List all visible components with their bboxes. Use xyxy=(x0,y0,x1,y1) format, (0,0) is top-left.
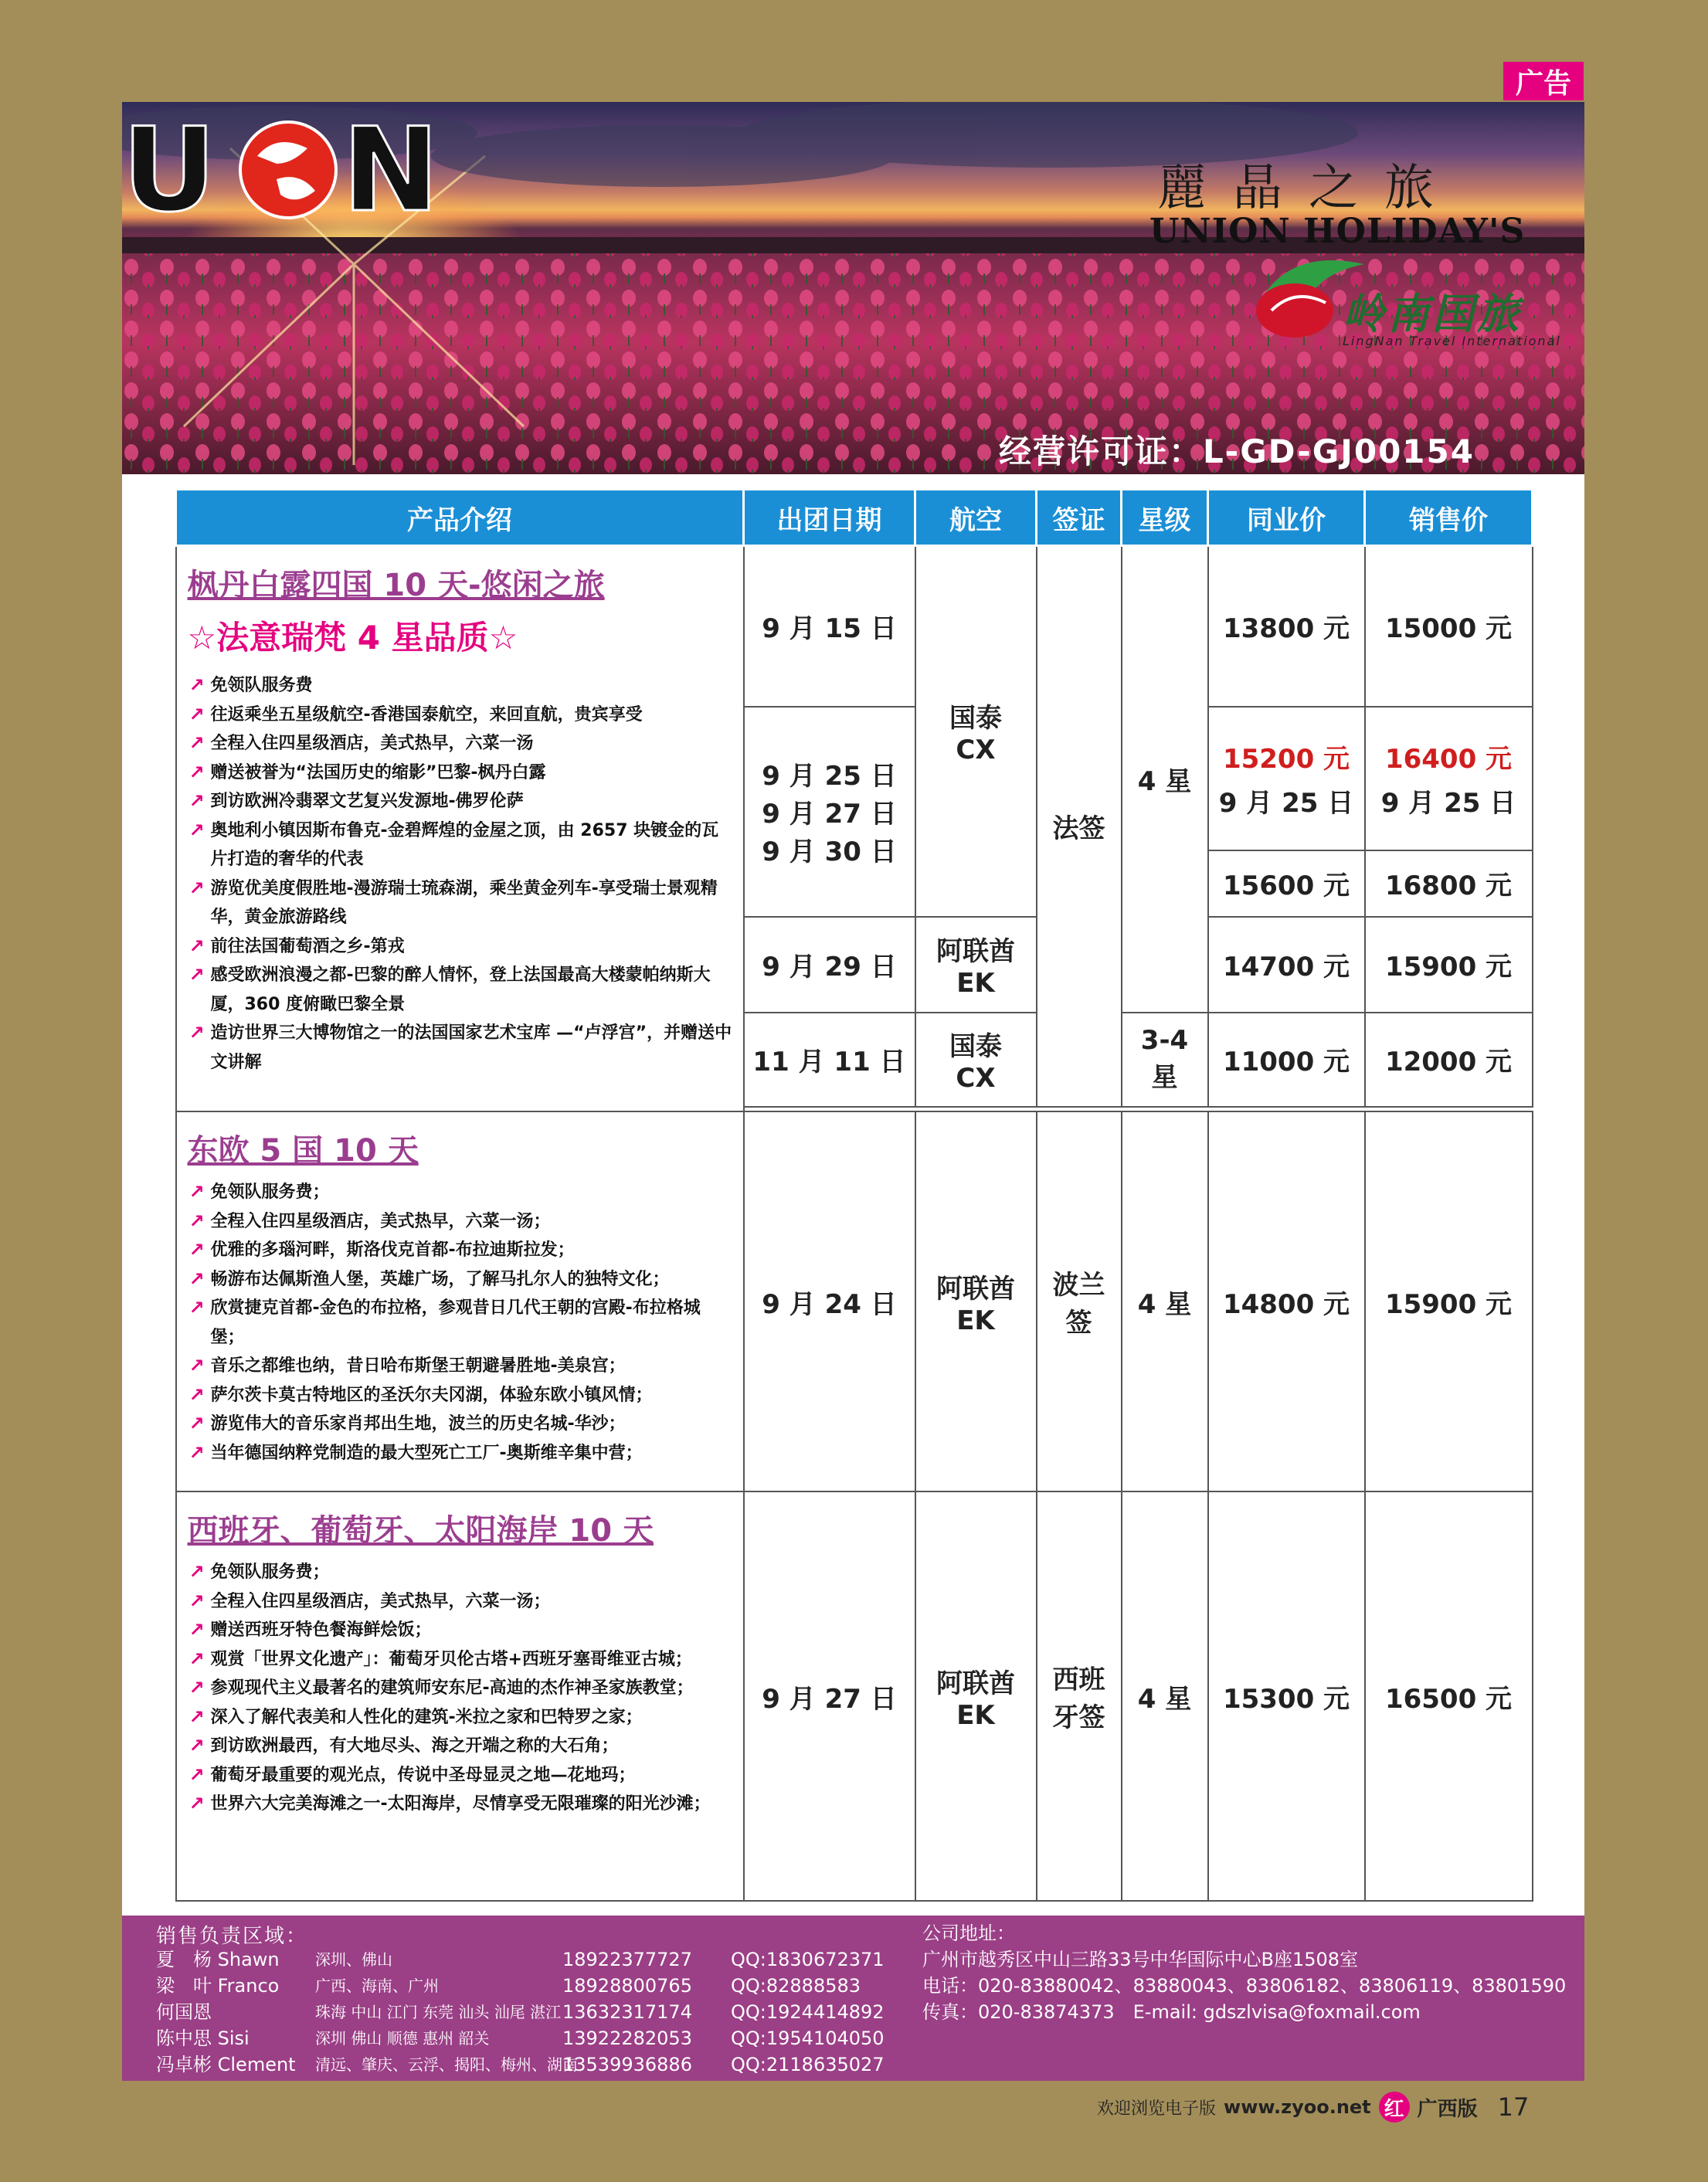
telephone: 电话：020-83880042、83880043、83806182、83806119、83801590 xyxy=(922,1975,1567,1997)
red-edition-icon: 红 xyxy=(1379,2092,1410,2123)
header-airline: 航空 xyxy=(915,490,1037,546)
star: 3-4 xyxy=(1140,1025,1189,1056)
tour1-sale-2 xyxy=(1365,707,1533,850)
list-item: ↗ 造访世界三大博物馆之一的法国国家艺术宝库 —“卢浮宫”，并赠送中文讲解 xyxy=(188,1019,732,1077)
header-star: 星级 xyxy=(1122,490,1208,546)
contact-phones xyxy=(562,1946,692,2078)
table-row xyxy=(176,546,1533,707)
contact-qq: QQ:1924414892 xyxy=(731,2001,885,2023)
contact-qq: QQ:1954104050 xyxy=(731,2028,885,2049)
header-sale-price: 销售价 xyxy=(1365,490,1533,546)
tour1-sale-5: 12000 元 xyxy=(1365,1013,1533,1107)
page-footer xyxy=(1097,2089,1560,2125)
list-item: ↗ 观赏「世界文化遗产」：葡萄牙贝伦古塔+西班牙塞哥维亚古城； xyxy=(188,1645,732,1675)
tour1-date-3: 9 月 29 日 xyxy=(744,917,915,1013)
page xyxy=(122,102,1584,2081)
footer-edition: 广西版 xyxy=(1417,2097,1478,2121)
tour1-star-2 xyxy=(1122,1013,1208,1107)
visa: 西班 xyxy=(1052,1664,1105,1695)
list-item: ↗ 全程入住四星级酒店，美式热早，六菜一汤； xyxy=(188,1587,732,1617)
contact-phone: 13539936886 xyxy=(562,2054,692,2075)
fax-email: 传真：020-83874373 E-mail: gdszlvisa@foxmail.com xyxy=(922,2001,1421,2023)
tour1-trade-1: 13800 元 xyxy=(1208,546,1365,707)
date: 9 月 30 日 xyxy=(762,836,897,867)
svg-text:U: U xyxy=(122,104,216,226)
list-item: ↗ 游览优美度假胜地-漫游瑞士琉森湖，乘坐黄金列车-享受瑞士景观精华，黄金旅游路线 xyxy=(188,874,732,932)
table-row xyxy=(176,1111,1533,1491)
contact-area: 广西、海南、广州 xyxy=(315,1977,439,1995)
contact-qqs xyxy=(731,1946,885,2078)
footer-site-link[interactable]: www.zyoo.net xyxy=(1224,2096,1371,2118)
contact-area: 深圳、佛山 xyxy=(315,1950,392,1969)
table-row xyxy=(176,1491,1533,1901)
tour2-points xyxy=(188,1178,732,1468)
contact-name: 夏 杨 Shawn xyxy=(156,1949,280,1970)
banner xyxy=(122,102,1584,474)
tour3-airline xyxy=(915,1491,1037,1901)
airline-code: EK xyxy=(956,1699,995,1731)
tour2-date: 9 月 24 日 xyxy=(744,1111,915,1491)
date: 9 月 25 日 xyxy=(762,761,897,792)
contact-panel xyxy=(122,1916,1584,2081)
tour1-star: 4 星 xyxy=(1122,546,1208,1013)
contact-area: 清远、肇庆、云浮、揭阳、梅州、湖南 xyxy=(315,2055,578,2074)
tour1-visa: 法签 xyxy=(1037,546,1122,1107)
footer-welcome: 欢迎浏览电子版 xyxy=(1097,2099,1217,2119)
tour1-trade-4: 14700 元 xyxy=(1208,917,1365,1013)
tour1-airline-ek xyxy=(915,917,1037,1013)
tour2-description xyxy=(176,1111,744,1491)
tour2-airline xyxy=(915,1111,1037,1491)
tour1-airline-cx xyxy=(915,546,1037,917)
list-item: ↗ 到访欧洲冷翡翠文艺复兴发源地-佛罗伦萨 xyxy=(188,787,732,816)
tour1-title: 枫丹白露四国 10 天-悠闲之旅 xyxy=(187,568,605,603)
list-item: ↗ 往返乘坐五星级航空-香港国泰航空，来回直航，贵宾享受 xyxy=(188,701,732,730)
tour3-sale: 16500 元 xyxy=(1365,1491,1533,1901)
list-item: ↗ 畅游布达佩斯渔人堡，英雄广场，了解马扎尔人的独特文化； xyxy=(188,1265,732,1295)
price-note: 9 月 25 日 xyxy=(1380,787,1516,819)
tour3-trade: 15300 元 xyxy=(1208,1491,1365,1901)
header-trade-price: 同业价 xyxy=(1208,490,1365,546)
airline-code: CX xyxy=(956,735,996,766)
list-item: ↗ 音乐之都维也纳，昔日哈布斯堡王朝避暑胜地-美泉宫； xyxy=(188,1352,732,1381)
tour3-visa xyxy=(1037,1491,1122,1901)
company-address-block xyxy=(922,1920,1566,2025)
contact-areas xyxy=(315,1946,578,2078)
visa: 牙签 xyxy=(1052,1702,1105,1733)
tour3-date: 9 月 27 日 xyxy=(744,1491,915,1901)
tour1-trade-2 xyxy=(1208,707,1365,850)
tour1-airline-cx-2 xyxy=(915,1013,1037,1107)
list-item: ↗ 奥地利小镇因斯布鲁克-金碧辉煌的金屋之顶，由 2657 块镀金的瓦片打造的奢华的代表 xyxy=(188,816,732,874)
table-header-row xyxy=(176,490,1533,546)
list-item: ↗ 全程入住四星级酒店，美式热早，六菜一汤 xyxy=(188,729,732,758)
tour3-points xyxy=(188,1558,732,1819)
contact-phone: 13632317174 xyxy=(562,2001,692,2023)
tour1-sale-4: 15900 元 xyxy=(1365,917,1533,1013)
tour1-subtitle: ☆法意瑞梵 4 星品质☆ xyxy=(187,619,518,657)
price: 16400 元 xyxy=(1384,743,1513,775)
ad-tag: 广告 xyxy=(1503,62,1584,100)
list-item: ↗ 当年德国纳粹党制造的最大型死亡工厂-奥斯维辛集中营； xyxy=(188,1439,732,1468)
airline-name: 阿联酋 xyxy=(936,936,1015,967)
contact-name: 陈中思 Sisi xyxy=(156,2028,250,2049)
date: 9 月 27 日 xyxy=(762,799,897,830)
tour1-points xyxy=(188,671,732,1077)
list-item: ↗ 免领队服务费； xyxy=(188,1558,732,1587)
airline-code: CX xyxy=(956,1063,996,1094)
tour1-description xyxy=(176,546,744,1112)
contact-qq: QQ:1830672371 xyxy=(731,1949,885,1970)
brand-en: UNION HOLIDAY'S xyxy=(1149,212,1526,251)
header-visa: 签证 xyxy=(1037,490,1122,546)
tour1-date-2 xyxy=(744,707,915,917)
tour1-trade-3: 15600 元 xyxy=(1208,850,1365,917)
contact-area: 深圳 佛山 顺德 惠州 韶关 xyxy=(315,2029,490,2048)
address-label: 公司地址： xyxy=(922,1922,1015,1944)
list-item: ↗ 赠送西班牙特色餐海鲜烩饭； xyxy=(188,1616,732,1645)
tour-table xyxy=(175,488,1533,1902)
star: 星 xyxy=(1151,1062,1178,1093)
tour1-sale-3: 16800 元 xyxy=(1365,850,1533,917)
contact-phone: 13922282053 xyxy=(562,2028,692,2049)
airline-code: EK xyxy=(956,1305,995,1336)
list-item: ↗ 免领队服务费； xyxy=(188,1178,732,1207)
list-item: ↗ 优雅的多瑙河畔，斯洛伐克首都-布拉迪斯拉发； xyxy=(188,1236,732,1265)
contact-phone: 18922377727 xyxy=(562,1949,692,1970)
address: 广州市越秀区中山三路33号中华国际中心B座1508室 xyxy=(922,1949,1359,1970)
contact-names xyxy=(156,1946,296,2078)
list-item: ↗ 前往法国葡萄酒之乡-第戎 xyxy=(188,932,732,962)
license-number: 经营许可证：L-GD-GJ00154 xyxy=(999,433,1475,470)
visa: 波兰 xyxy=(1052,1270,1105,1301)
airline-name: 阿联酋 xyxy=(936,1668,1015,1699)
list-item: ↗ 赠送被誉为“法国历史的缩影”巴黎-枫丹白露 xyxy=(188,758,732,788)
visa: 签 xyxy=(1065,1308,1092,1339)
contact-qq: QQ:2118635027 xyxy=(731,2054,885,2075)
list-item: ↗ 葡萄牙最重要的观光点，传说中圣母显灵之地—花地玛； xyxy=(188,1761,732,1790)
airline-name: 国泰 xyxy=(949,703,1002,735)
page-number: 17 xyxy=(1497,2092,1530,2122)
airline-name: 阿联酋 xyxy=(936,1273,1015,1305)
contact-name: 梁 叶 Franco xyxy=(156,1975,280,1997)
list-item: ↗ 到访欧洲最西，有大地尽头、海之开端之称的大石角； xyxy=(188,1732,732,1761)
list-item: ↗ 全程入住四星级酒店，美式热早，六菜一汤； xyxy=(188,1207,732,1237)
list-item: ↗ 深入了解代表美和人性化的建筑-米拉之家和巴特罗之家； xyxy=(188,1703,732,1732)
list-item: ↗ 参观现代主义最著名的建筑师安东尼-高迪的杰作神圣家族教堂； xyxy=(188,1674,732,1703)
contact-name: 冯卓彬 Clement xyxy=(156,2054,296,2075)
price-note: 9 月 25 日 xyxy=(1218,787,1354,819)
tour3-description xyxy=(176,1491,744,1901)
list-item: ↗ 萨尔茨卡莫古特地区的圣沃尔夫冈湖，体验东欧小镇风情； xyxy=(188,1381,732,1410)
brand-cn: 麗晶之旅 xyxy=(1157,160,1460,217)
tour2-visa xyxy=(1037,1111,1122,1491)
tour2-trade: 14800 元 xyxy=(1208,1111,1365,1491)
list-item: ↗ 免领队服务费 xyxy=(188,671,732,701)
contact-header: 销售负责区域： xyxy=(156,1925,308,1948)
tour1-date-1: 9 月 15 日 xyxy=(744,546,915,707)
contact-qq: QQ:82888583 xyxy=(731,1975,861,1997)
tour1-trade-5: 11000 元 xyxy=(1208,1013,1365,1107)
tour1-sale-1: 15000 元 xyxy=(1365,546,1533,707)
airline-name: 国泰 xyxy=(949,1031,1002,1062)
price: 15200 元 xyxy=(1222,743,1350,775)
list-item: ↗ 感受欧洲浪漫之都-巴黎的醉人情怀，登上法国最高大楼蒙帕纳斯大厦，360 度俯瞰巴黎全景 xyxy=(188,961,732,1019)
list-item: ↗ 世界六大完美海滩之一-太阳海岸，尽情享受无限璀璨的阳光沙滩； xyxy=(188,1790,732,1819)
lingnan-cn: 岭南国旅 xyxy=(1343,289,1522,338)
contact-phone: 18928800765 xyxy=(562,1975,692,1997)
tour2-title: 东欧 5 国 10 天 xyxy=(187,1133,419,1169)
tour3-star: 4 星 xyxy=(1122,1491,1208,1901)
contact-area: 珠海 中山 江门 东莞 汕头 汕尾 湛江 xyxy=(315,2003,562,2021)
contact-name: 何国恩 xyxy=(156,2001,212,2023)
uon-logo-icon xyxy=(122,102,493,226)
header-product: 产品介绍 xyxy=(176,490,744,546)
airline-code: EK xyxy=(956,968,995,999)
list-item: ↗ 欣赏捷克首都-金色的布拉格，参观昔日几代王朝的宫殿-布拉格城堡； xyxy=(188,1294,732,1352)
tour1-date-4: 11 月 11 日 xyxy=(744,1013,915,1107)
list-item: ↗ 游览伟大的音乐家肖邦出生地，波兰的历史名城-华沙； xyxy=(188,1410,732,1439)
header-date: 出团日期 xyxy=(744,490,915,546)
tour2-star: 4 星 xyxy=(1122,1111,1208,1491)
lingnan-en: LingNan Travel International xyxy=(1343,334,1561,348)
tour3-title: 西班牙、葡萄牙、太阳海岸 10 天 xyxy=(187,1513,654,1549)
tour2-sale: 15900 元 xyxy=(1365,1111,1533,1491)
svg-text:N: N xyxy=(342,104,440,226)
